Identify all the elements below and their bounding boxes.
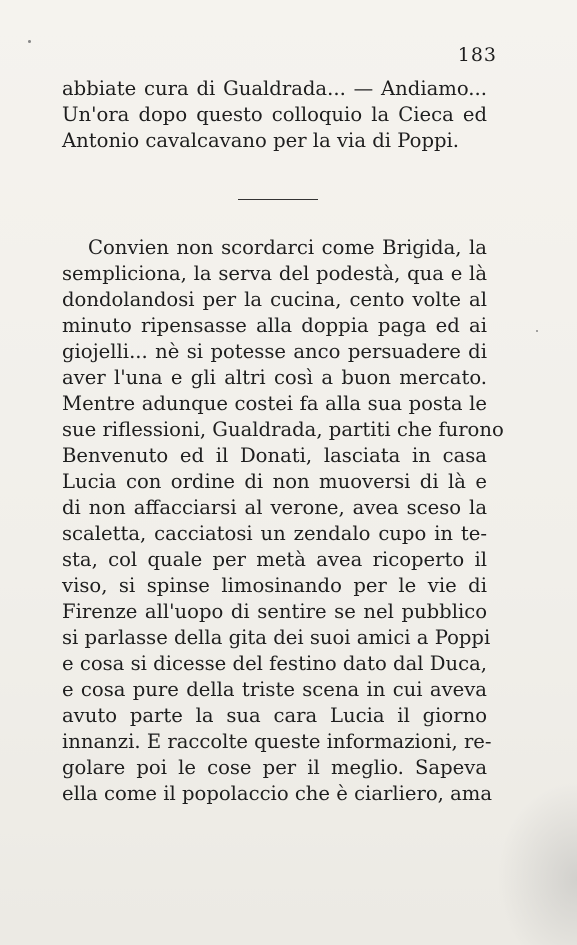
text-line: sta, col quale per metà avea ricoperto il: [62, 548, 487, 571]
paper-speck: [28, 40, 31, 43]
paper-speck: [536, 330, 538, 332]
text-line: viso, si spinse limosinando per le vie di: [62, 574, 487, 597]
text-line: giojelli... nè si potesse anco persuadere di: [62, 340, 487, 363]
text-line: avuto parte la sua cara Lucia il giorno: [62, 704, 487, 727]
page-edge-shadow: [497, 780, 577, 945]
text-line: si parlasse della gita dei suoi amici a Poppi: [62, 626, 491, 649]
text-line: dondolandosi per la cucina, cento volte al: [62, 288, 487, 311]
text-line: aver l'una e gli altri così a buon mercato.: [62, 366, 487, 389]
text-line: Mentre adunque costei fa alla sua posta le: [62, 392, 487, 415]
text-line: abbiate cura di Gualdrada... — Andiamo...: [62, 77, 487, 100]
text-line: golare poi le cose per il meglio. Sapeva: [62, 756, 487, 779]
text-line: Firenze all'uopo di sentire se nel pubblico: [62, 600, 487, 623]
text-line: e cosa pure della triste scena in cui aveva: [62, 678, 487, 701]
text-line: Antonio cavalcavano per la via di Poppi.: [62, 129, 460, 152]
text-line: Convien non scordarci come Brigida, la: [88, 236, 487, 259]
text-line: minuto ripensasse alla doppia paga ed ai: [62, 314, 487, 337]
text-line: di non affacciarsi al verone, avea sceso la: [62, 496, 487, 519]
text-line: sue riflessioni, Gualdrada, partiti che furono: [62, 418, 504, 441]
text-line: Un'ora dopo questo colloquio la Cieca ed: [62, 103, 487, 126]
text-line: innanzi. E raccolte queste informazioni, re-: [62, 730, 492, 753]
text-line: Benvenuto ed il Donati, lasciata in casa: [62, 444, 487, 467]
text-line: sempliciona, la serva del podestà, qua e là: [62, 262, 487, 285]
section-divider: [238, 199, 318, 200]
page-number: 183: [457, 44, 497, 66]
text-line: ella come il popolaccio che è ciarliero, ama: [62, 782, 493, 805]
text-line: Lucia con ordine di non muoversi di là e: [62, 470, 487, 493]
text-line: scaletta, cacciatosi un zendalo cupo in te-: [62, 522, 487, 545]
text-line: e cosa si dicesse del festino dato dal Duca,: [62, 652, 487, 675]
